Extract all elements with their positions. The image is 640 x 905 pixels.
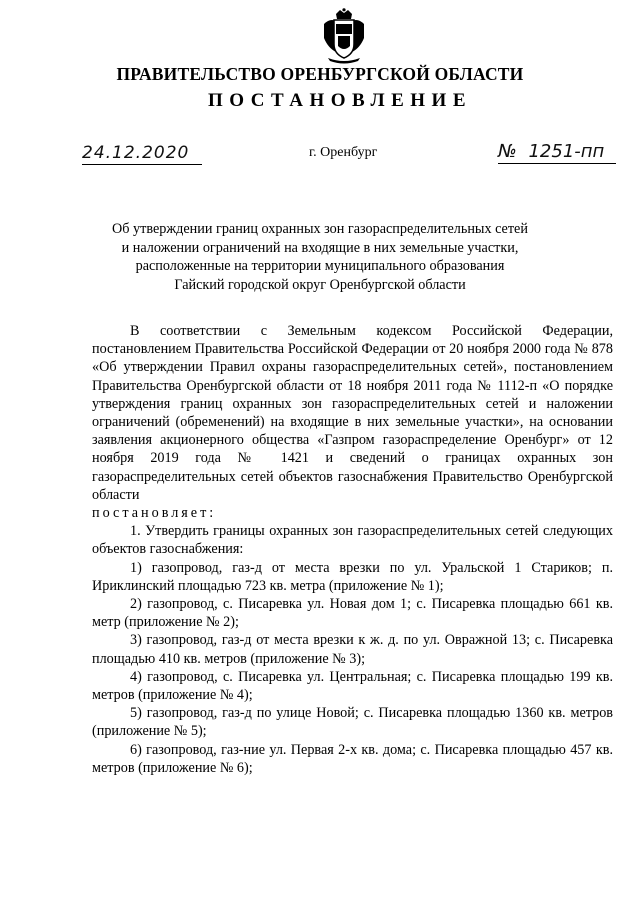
city-name: г. Оренбург bbox=[309, 145, 378, 160]
subitem: 6) газопровод, газ-ние ул. Первая 2-х кв. дома; с. Писаревка площадью 457 кв. метров (приложение № 6); bbox=[92, 741, 613, 776]
title-line: и наложении ограничений на входящие в них земельные участки, bbox=[121, 239, 519, 256]
document-body bbox=[92, 322, 613, 777]
title-line: Гайский городской округ Оренбургской области bbox=[174, 276, 466, 293]
number-prefix: № bbox=[498, 141, 517, 162]
number-value: 1251-пп bbox=[528, 141, 605, 162]
preamble-paragraph: В соответствии с Земельным кодексом Российской Федерации, постановлением Правительства Российской Федерации от 20 ноября 2000 года № 878 «Об утверждении Правил охраны газораспределительных сетей», постановлением Правительства Оренбургской области от 18 ноября 2011 года № 1112-п «О порядке утверждения границ охранных зон газораспределительных сетей и наложении ограничений (обременений) на входящие в них земельные участки», на основании заявления акционерного общества «Газпром газораспределение Оренбург» от 12 ноября 2019 года № 1421 и сведений о границах охранных зон газораспределительных сетей объектов газоснабжения Правительство Оренбургской области bbox=[92, 323, 613, 503]
subitem: 1) газопровод, газ-д от места врезки по ул. Уральской 1 Стариков; п. Ириклинский площадью 723 кв. метра (приложение № 1); bbox=[92, 559, 613, 594]
item-1: 1. Утвердить границы охранных зон газораспределительных сетей следующих объектов газоснабжения: bbox=[92, 523, 613, 558]
document-title bbox=[60, 220, 580, 294]
document-date: 24.12.2020 bbox=[82, 143, 190, 163]
resolution-word: постановляет: bbox=[92, 505, 217, 522]
title-line: Об утверждении границ охранных зон газораспределительных сетей bbox=[112, 221, 528, 237]
organization-name: ПРАВИТЕЛЬСТВО ОРЕНБУРГСКОЙ ОБЛАСТИ bbox=[116, 64, 524, 84]
subitem: 3) газопровод, газ-д от места врезки к ж. д. по ул. Овражной 13; с. Писаревка площадью 410 кв. метров (приложение № 3); bbox=[92, 632, 613, 667]
subitem: 5) газопровод, газ-д по улице Новой; с. Писаревка площадью 1360 кв. метров (приложение № 5); bbox=[92, 705, 613, 740]
subitem: 2) газопровод, с. Писаревка ул. Новая дом 1; с. Писаревка площадью 661 кв. метр (приложение № 2); bbox=[92, 596, 613, 631]
document-number bbox=[498, 141, 604, 162]
date-field bbox=[82, 142, 202, 165]
document-type: ПОСТАНОВЛЕНИЕ bbox=[207, 90, 473, 111]
orenburg-coat-of-arms-icon bbox=[318, 8, 370, 64]
title-line: расположенные на территории муниципального образования bbox=[135, 258, 505, 274]
subitem: 4) газопровод, с. Писаревка ул. Центральная; с. Писаревка площадью 199 кв. метров (приложение № 4); bbox=[92, 668, 613, 704]
number-field bbox=[498, 141, 616, 164]
